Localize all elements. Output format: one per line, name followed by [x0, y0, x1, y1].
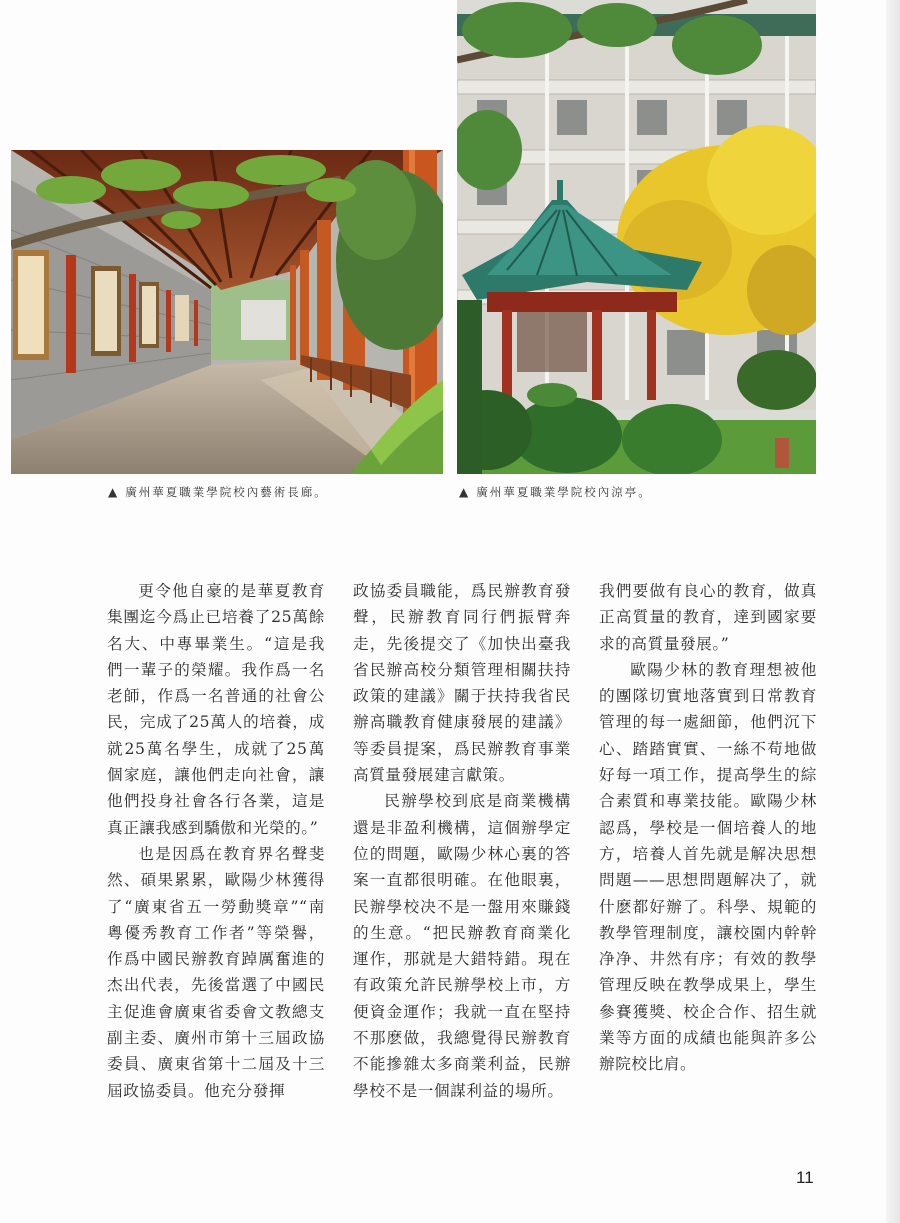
caption-triangle-icon: ▲: [459, 485, 469, 499]
art-corridor-photo: [11, 150, 443, 474]
right-photo-caption: [459, 484, 652, 500]
text-column-2: [353, 578, 571, 1104]
paragraph: 我們要做有良心的教育，做真正高質量的教育，達到國家要求的高質量發展。”: [599, 582, 817, 653]
caption-triangle-icon: ▲: [108, 485, 118, 499]
pavilion-photo: [457, 0, 816, 474]
paragraph: 政協委員職能，爲民辦教育發聲，民辦教育同行們振臂奔走，先後提交了《加快出臺我省民辦高校分類管理相關扶持政策的建議》關于扶持我省民辦高職教育健康發展的建議》等委員提案，爲民辦教育事業高質量發展建言獻策。: [353, 582, 571, 785]
left-caption-text: 廣州華夏職業學院校內藝術長廊。: [125, 485, 328, 499]
text-column-1: [107, 578, 325, 1104]
paragraph: 也是因爲在教育界名聲斐然、碩果累累，歐陽少林獲得了“廣東省五一勞動獎章”“南粵優秀教育工作者”等榮譽，作爲中國民辦教育踔厲奮進的杰出代表，先後當選了中國民主促進會廣東省委會文教總支副主委、廣州市第十三屆政協委員、廣東省第十二屆及十三屆政協委員。他充分發揮: [107, 844, 325, 1100]
page-number: 11: [796, 1168, 814, 1187]
right-caption-text: 廣州華夏職業學院校內涼亭。: [476, 485, 652, 499]
paragraph: 歐陽少林的教育理想被他的團隊切實地落實到日常教育管理的每一處細節，他們沉下心、踏踏實實、一絲不苟地做好每一項工作，提高學生的綜合素質和專業技能。歐陽少林認爲，學校是一個培養人的地方，培養人首先就是解决思想問題——思想問題解决了，就什麽都好辦了。科學、規範的教學管理制度，讓校園内幹幹净净、井然有序；有效的教學管理反映在教學成果上，學生參賽獲獎、校企合作、招生就業等方面的成績也能與許多公辦院校比肩。: [599, 660, 817, 1074]
page-edge-shadow: [886, 0, 900, 1223]
left-photo-caption: [108, 484, 328, 500]
paragraph: 民辦學校到底是商業機構還是非盈利機構，這個辦學定位的問題，歐陽少林心裏的答案一直都很明確。在他眼裏，民辦學校决不是一盤用來賺錢的生意。“把民辦教育商業化運作，那就是大錯特錯。現在有政策允許民辦學校上市，方便資金運作；我就一直在堅持不那麽做，我總覺得民辦教育不能摻雜太多商業利益，民辦學校不是一個謀利益的場所。: [353, 792, 571, 1100]
text-column-3: [599, 578, 817, 1078]
paragraph: 更令他自豪的是華夏教育集團迄今爲止已培養了25萬餘名大、中專畢業生。“這是我們一輩子的榮耀。我作爲一名老師，作爲一名普通的社會公民，完成了25萬人的培養，成就25萬名學生，成就了25萬個家庭，讓他們走向社會，讓他們投身社會各行各業，這是真正讓我感到驕傲和光榮的。”: [107, 582, 325, 837]
